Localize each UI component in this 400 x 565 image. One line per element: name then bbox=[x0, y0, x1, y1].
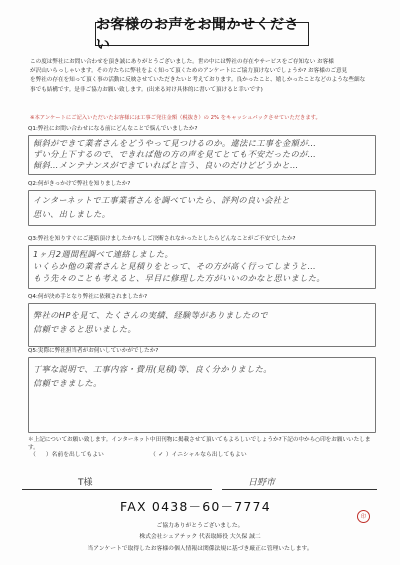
check-mark-icon: ✓ bbox=[158, 452, 164, 458]
answer-line: 1ヶ月2週間程調べて連絡しました。 bbox=[33, 249, 174, 259]
question-3-answer-box[interactable] bbox=[28, 245, 376, 289]
option-name-label: 名前を出してもよい bbox=[51, 452, 104, 458]
question-1-label: Q1:弊社にお問い合わせになる前にどんなことで悩んでいましたか? bbox=[28, 126, 198, 132]
question-5 bbox=[28, 347, 376, 433]
answer-line: ずい分上下するので、できれば他の方の声を見てとても不安だったのが… bbox=[33, 149, 317, 159]
answer-line: 信頼できると思いました。 bbox=[33, 324, 137, 334]
answer-line: 傾斜…メンテナンスができていればと言う、良いのだけどどうかと… bbox=[33, 160, 299, 170]
page-title bbox=[95, 17, 309, 53]
intro-line: が沢山いらっしゃいます。その方たちに弊社をよく知って頂くためのアンケートにご協力頂けないでしょうか? お客様のご意見 bbox=[30, 68, 348, 75]
question-4-answer-box[interactable] bbox=[28, 303, 376, 347]
option-initial-allowed[interactable]: （ ✓ ）イニシャルなら出してもよい bbox=[150, 452, 247, 458]
answer-line: 丁寧な説明で、工事内容・費用(見積)等、良く分かりました。 bbox=[33, 364, 272, 374]
cashback-notice: ※本アンケートにご記入いただいたお客様には工事ご発注金額（税抜き）の 2% をキャッシュバックさせていただきます。 bbox=[30, 115, 321, 121]
customer-name: T様 bbox=[78, 478, 93, 488]
answer-line: 思い、出しました。 bbox=[33, 209, 111, 219]
footer-privacy: 当アンケートで取得したお客様の個人情報は関係法規に基づき厳正に管理いたします。 bbox=[87, 546, 313, 552]
question-4 bbox=[28, 293, 376, 347]
question-5-label: Q5:実際に弊社担当者がお伺いしていかがでしたか? bbox=[28, 348, 159, 354]
answer-line: いくらか他の業者さんと見積りをとって、その方が高く行ってしまうと… bbox=[33, 261, 317, 271]
question-2-label: Q2:何がきっかけで弊社を知りましたか? bbox=[28, 181, 131, 187]
customer-area-field[interactable] bbox=[222, 473, 377, 490]
question-4-label: Q4:何が決め手となり弊社に依頼されましたか? bbox=[28, 294, 148, 300]
fax-number: FAX 0438－60－7774 bbox=[120, 499, 271, 514]
customer-name-field[interactable] bbox=[22, 473, 212, 490]
consent-question-tail: お願いいたします。 bbox=[28, 437, 371, 451]
intro-text bbox=[30, 58, 375, 95]
answer-line: 弊社のHPを見て、たくさんの実績、経験等がありましたので bbox=[33, 310, 269, 320]
question-3-label: Q3:弊社を知りすぐにご連絡頂けましたか?もしご決断されなかったとしたらどんなことがご不安でしたか? bbox=[28, 236, 296, 242]
answer-line: インターネットで工事業者さんを調べていたら、評判の良い会社と bbox=[33, 195, 290, 205]
question-2-answer-box[interactable] bbox=[28, 190, 376, 226]
footer-company: 株式会社シェアテック 代表取締役 大久保 誠二 bbox=[139, 534, 261, 540]
option-initial-label: イニシャルなら出してもよい bbox=[171, 452, 247, 458]
intro-line: この度は弊社にお問い合わせを頂き誠にありがとうございました。世の中には弊社の存在やサービスをご存知ない お客様 bbox=[30, 59, 334, 65]
consent-question-text: ＊上記についてお願い致します。インターネット中田刊物に掲載させて頂いてもよろしいでしょうか?下記の中から○印を bbox=[28, 437, 332, 443]
question-5-answer-box[interactable] bbox=[28, 357, 376, 433]
footer-thanks: ご協力ありがとうございました。 bbox=[156, 523, 244, 529]
customer-area: 日野市 bbox=[248, 478, 276, 488]
question-3 bbox=[28, 235, 376, 289]
question-1-answer-box[interactable] bbox=[28, 135, 376, 175]
page-title-text: お客様のお声をお聞かせください bbox=[96, 17, 299, 53]
answer-line: 傾斜ができて業者さんをどうやって見つけるのか。違法に工事を金額が… bbox=[33, 138, 317, 148]
red-seal-stamp: 印 bbox=[357, 510, 370, 523]
answer-line: 信頼できました。 bbox=[33, 378, 102, 388]
intro-line: を弊社の存在を知って頂く事の活動に反映させていただきたいと考えております。良かったこと、嬉しかったことなどのような些細な bbox=[30, 77, 366, 84]
option-name-allowed[interactable]: （ ）名前を出してもよい bbox=[30, 452, 104, 458]
question-1 bbox=[28, 125, 376, 175]
question-2 bbox=[28, 180, 376, 226]
answer-line: もう先々のことも考えると、早目に修理した方がいいのかなと思いました。 bbox=[33, 273, 325, 283]
intro-line: 事でも結構です。是非ご協力お願い致します。(出来る対け具体的に書いて頂けると幸いです) bbox=[30, 86, 263, 93]
